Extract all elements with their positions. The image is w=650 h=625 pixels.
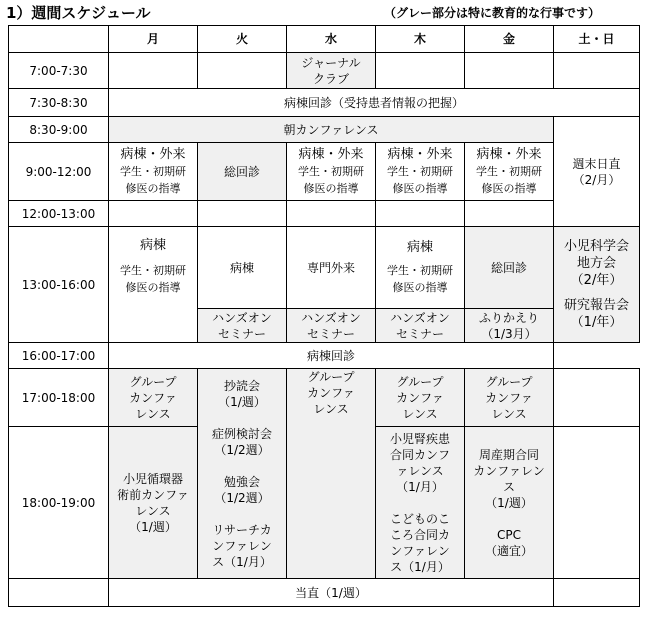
empty-cell xyxy=(287,201,376,227)
empty-cell xyxy=(109,53,198,89)
time-cell: 8:30-9:00 xyxy=(9,117,109,143)
page-title: 1）週間スケジュール xyxy=(6,4,151,22)
header-thu: 木 xyxy=(376,26,465,53)
morning-conference-cell: 朝カンファレンス xyxy=(109,117,554,143)
row-night xyxy=(9,579,640,607)
time-cell: 17:00-18:00 xyxy=(9,369,109,427)
row-0830 xyxy=(9,117,640,143)
specialty-outpatient-cell: 専門外来 xyxy=(287,227,376,309)
student-guidance-label: 学生・初期研 修医の指導 xyxy=(387,264,453,294)
night-duty-cell: 当直（1/週） xyxy=(109,579,554,607)
group-conference-cell: グループ カンファ レンス xyxy=(109,369,198,427)
empty-cell xyxy=(376,201,465,227)
empty-cell xyxy=(198,201,287,227)
ward-outpatient-cell xyxy=(376,143,465,201)
weekend-events-cell xyxy=(554,227,640,343)
empty-cell xyxy=(554,369,640,427)
hands-on-seminar-cell: ハンズオン セミナー xyxy=(198,309,287,343)
student-guidance-label: 学生・初期研 修医の指導 xyxy=(387,165,453,195)
review-cell: ふりかえり （1/3月） xyxy=(465,309,554,343)
pediatric-society-label: 小児科学会 地方会 （2/年） xyxy=(563,239,629,288)
group-conference-cell: グループ カンファ レンス xyxy=(287,369,376,579)
student-guidance-label: 学生・初期研 修医の指導 xyxy=(298,165,364,195)
ward-outpatient-label: 病棟・外来 xyxy=(298,147,364,162)
header-weekend: 土・日 xyxy=(554,26,640,53)
student-guidance-label: 学生・初期研 修医の指導 xyxy=(120,165,186,195)
group-conference-cell: グループ カンファ レンス xyxy=(376,369,465,427)
time-cell: 7:00-7:30 xyxy=(9,53,109,89)
hands-on-seminar-cell: ハンズオン セミナー xyxy=(287,309,376,343)
row-1700 xyxy=(9,369,640,427)
header-row xyxy=(9,26,640,53)
hands-on-seminar-cell: ハンズオン セミナー xyxy=(376,309,465,343)
row-1300-upper xyxy=(9,227,640,309)
header-wed: 水 xyxy=(287,26,376,53)
time-cell: 18:00-19:00 xyxy=(9,427,109,579)
group-conference-cell: グループ カンファ レンス xyxy=(465,369,554,427)
ward-outpatient-cell xyxy=(465,143,554,201)
row-0700 xyxy=(9,53,640,89)
gray-legend-note: （グレー部分は特に教育的な行事です） xyxy=(384,6,601,20)
ward-label: 病棟 xyxy=(406,240,433,255)
ward-rounds-evening-cell: 病棟回診 xyxy=(109,343,554,369)
empty-cell xyxy=(554,53,640,89)
journal-club-cell: ジャーナル クラブ xyxy=(287,53,376,89)
fri-evening-cell: 周産期合同 カンファレン ス （1/週） CPC （適宜） xyxy=(465,427,554,579)
tue-ward-cell: 病棟 xyxy=(198,227,287,309)
tue-evening-cell: 抄読会 （1/週） 症例検討会 （1/2週） 勉強会 （1/2週） リサーチカ ンファレン ス（1/月） xyxy=(198,369,287,579)
ward-label: 病棟 xyxy=(139,238,166,253)
time-cell: 9:00-12:00 xyxy=(9,143,109,201)
ward-outpatient-label: 病棟・外来 xyxy=(476,147,542,162)
row-0730 xyxy=(9,89,640,117)
header-fri: 金 xyxy=(465,26,554,53)
ward-outpatient-cell xyxy=(109,143,198,201)
header-corner xyxy=(9,26,109,53)
empty-cell xyxy=(109,201,198,227)
empty-time-cell xyxy=(9,579,109,607)
empty-cell xyxy=(554,579,640,607)
weekend-duty-cell: 週末日直 （2/月） xyxy=(554,117,640,227)
ward-outpatient-label: 病棟・外来 xyxy=(120,147,186,162)
time-cell: 13:00-16:00 xyxy=(9,227,109,343)
cardio-conference-cell: 小児循環器 術前カンファ レンス （1/週） xyxy=(109,427,198,579)
ward-outpatient-label: 病棟・外来 xyxy=(387,147,453,162)
row-1200 xyxy=(9,201,640,227)
empty-cell xyxy=(465,201,554,227)
thu-afternoon-cell xyxy=(376,227,465,309)
mon-afternoon-cell xyxy=(109,227,198,343)
empty-cell xyxy=(465,53,554,89)
empty-cell xyxy=(198,53,287,89)
empty-cell xyxy=(376,53,465,89)
student-guidance-label: 学生・初期研 修医の指導 xyxy=(120,264,186,294)
weekly-schedule-table xyxy=(8,25,640,607)
row-0900 xyxy=(9,143,640,201)
general-rounds-cell: 総回診 xyxy=(465,227,554,309)
header-tue: 火 xyxy=(198,26,287,53)
empty-cell xyxy=(554,427,640,579)
time-cell: 12:00-13:00 xyxy=(9,201,109,227)
thu-evening-cell: 小児腎疾患 合同カンフ ァレンス （1/月） こどものこ ころ合同カ ンファレン ス（1/月） xyxy=(376,427,465,579)
research-report-label: 研究報告会 （1/年） xyxy=(563,298,629,330)
ward-rounds-morning-cell: 病棟回診（受持患者情報の把握） xyxy=(109,89,640,117)
ward-outpatient-cell xyxy=(287,143,376,201)
header-mon: 月 xyxy=(109,26,198,53)
row-1600 xyxy=(9,343,640,369)
time-cell: 16:00-17:00 xyxy=(9,343,109,369)
student-guidance-label: 学生・初期研 修医の指導 xyxy=(476,165,542,195)
time-cell: 7:30-8:30 xyxy=(9,89,109,117)
general-rounds-cell: 総回診 xyxy=(198,143,287,201)
